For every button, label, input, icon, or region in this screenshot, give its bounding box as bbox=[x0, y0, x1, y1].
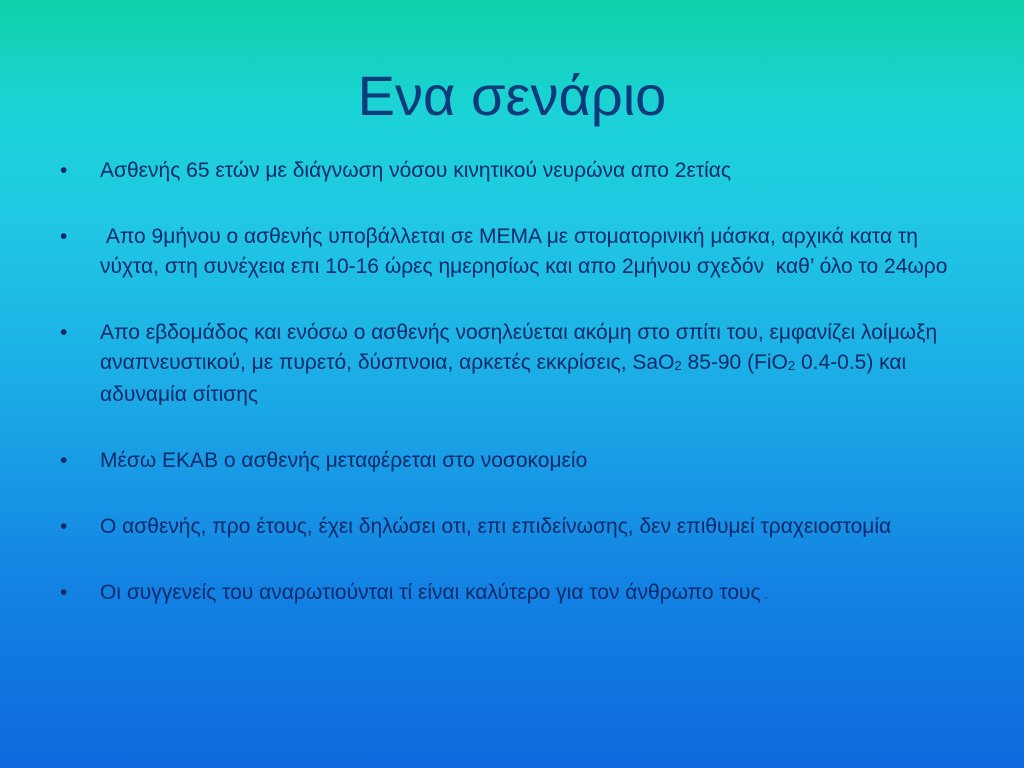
bullet-item bbox=[60, 578, 980, 610]
bullet-text: Απο 9μήνου ο ασθενής υποβάλλεται σε ΜΕΜΑ με στοματορινική μάσκα, αρχικά κατα τη νύχτα, στη συνέχεια επι 10-16 ώρες ημερησίως και απο 2μήνου σχεδόν καθ’ όλο το 24ωρο bbox=[100, 225, 948, 278]
bullet-marker: • bbox=[60, 321, 68, 344]
trailing-period: . bbox=[760, 587, 768, 602]
bullet-text: 0.4-0.5) και αδυναμία σίτισης bbox=[100, 351, 907, 406]
subscript: 2 bbox=[674, 358, 682, 373]
subscript: 2 bbox=[787, 358, 796, 373]
slide-title: Ενα σενάριο bbox=[357, 64, 667, 127]
bullet-text: Ασθενής 65 ετών με διάγνωση νόσου κινητικού νευρώνα απο 2ετίας bbox=[100, 159, 732, 182]
bullet-marker: • bbox=[60, 225, 68, 248]
bullet-marker: • bbox=[60, 159, 68, 182]
bullet-marker: • bbox=[60, 515, 68, 538]
bullet-item bbox=[60, 156, 980, 186]
bullet-text: Οι συγγενείς του αναρωτιούνται τί είναι καλύτερο για τον άνθρωπο τους bbox=[100, 581, 761, 604]
bullet-text: Μέσω ΕΚΑΒ ο ασθενής μεταφέρεται στο νοσοκομείο bbox=[100, 449, 588, 472]
bullet-marker: • bbox=[60, 581, 68, 604]
bullet-item bbox=[60, 446, 980, 476]
bullet-item bbox=[60, 318, 980, 410]
bullet-text: Απο εβδομάδος και ενόσω ο ασθενής νοσηλεύεται ακόμη στο σπίτι του, εμφανίζει λοίμωξη αναπνευστικού, με πυρετό, δύσπνοια, αρκετές εκκρίσεις, SaO bbox=[100, 321, 938, 374]
bullet-text: 85-90 (FiO bbox=[681, 351, 788, 374]
bullet-item bbox=[60, 512, 980, 542]
bullet-item bbox=[60, 222, 980, 282]
bullet-text: Ο ασθενής, προ έτους, έχει δηλώσει οτι, επι επιδείνωσης, δεν επιθυμεί τραχειοστομία bbox=[100, 515, 892, 538]
bullet-marker: • bbox=[60, 449, 68, 472]
bullet-list bbox=[60, 156, 980, 646]
